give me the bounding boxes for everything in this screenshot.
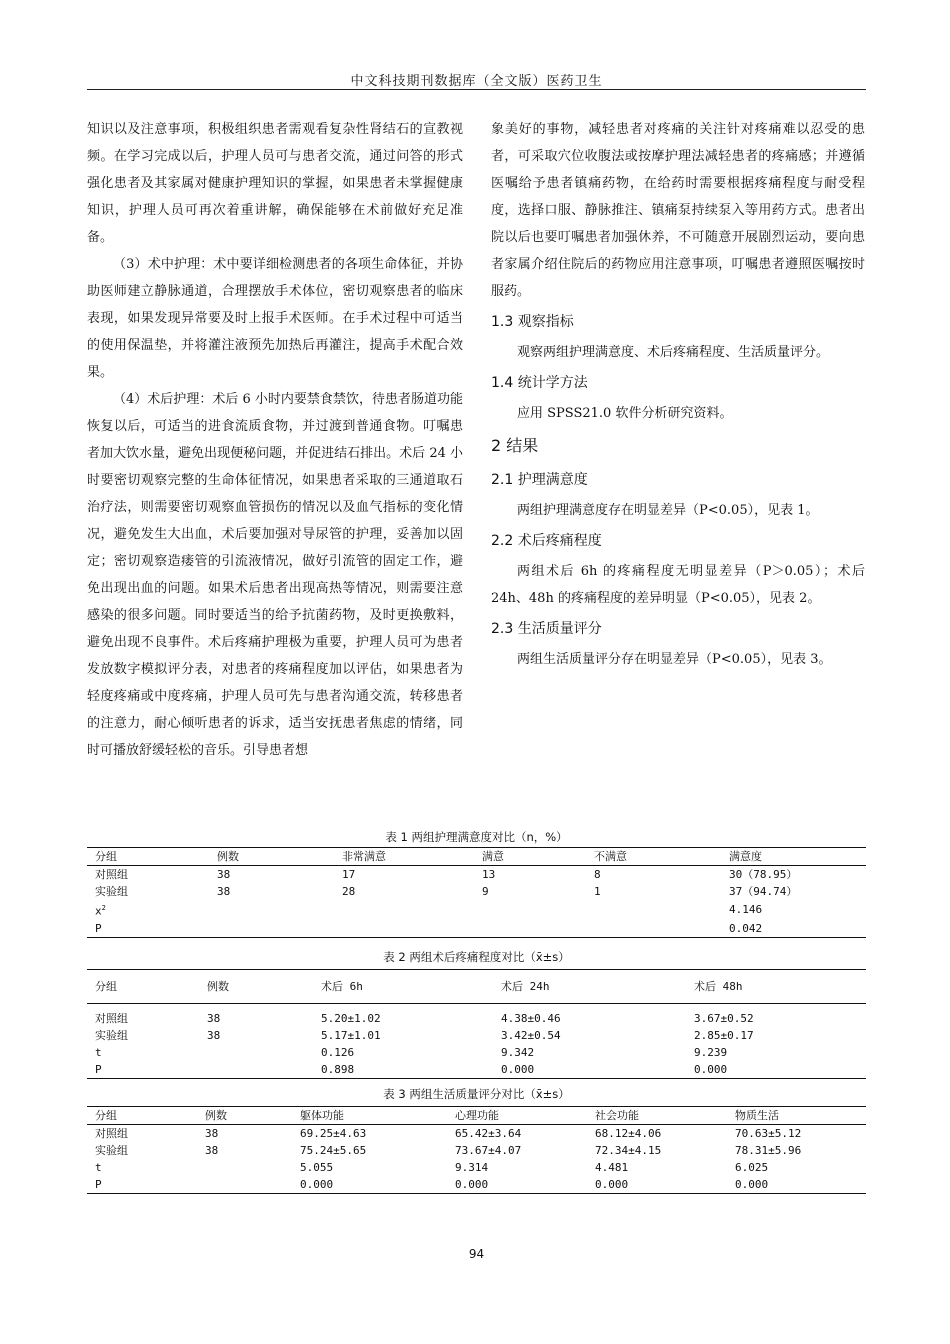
table-row bbox=[87, 1061, 866, 1079]
table-header-cell: 非常满意 bbox=[342, 850, 386, 863]
table-cell bbox=[199, 1061, 313, 1079]
section-heading: 1.3 观察指标 bbox=[491, 314, 574, 330]
table-row bbox=[87, 900, 866, 920]
table-cell: 9.239 bbox=[694, 1046, 728, 1059]
table-cell: 1 bbox=[594, 885, 601, 898]
table-cell: 38 bbox=[207, 1012, 221, 1025]
table-cell: 0.000 bbox=[694, 1063, 728, 1076]
table-cell: 4.38±0.46 bbox=[501, 1012, 561, 1025]
table-cell: 0.000 bbox=[735, 1178, 769, 1191]
page-number: 94 bbox=[468, 1247, 485, 1261]
table-cell: P bbox=[95, 921, 102, 935]
table-cell: t bbox=[95, 1161, 102, 1174]
table-cell: 对照组 bbox=[95, 868, 128, 881]
table-header-cell: 术后 24h bbox=[501, 980, 550, 993]
paragraph: 象美好的事物，减轻患者对疼痛的关注针对疼痛难以忍受的患者，可采取穴位收腹法或按摩护理法减轻患者的疼痛感；并遵循医嘱给予患者镇痛药物，在给药时需要根据疼痛程度与耐受程度，选择口服、静脉推注、镇痛泵持续泵入等用药方式。患者出院以后也要叮嘱患者加强休养，不可随意开展剧烈运动，要向患者家属介绍住院后的药物应用注意事项，叮嘱患者遵照医嘱按时服药。 bbox=[491, 122, 865, 299]
table-cell: 2.85±0.17 bbox=[694, 1029, 754, 1042]
table3 bbox=[87, 1106, 866, 1194]
table-cell: t bbox=[95, 1046, 102, 1059]
right-column bbox=[491, 116, 865, 673]
table-row bbox=[87, 1176, 866, 1194]
table-cell: 17 bbox=[342, 868, 356, 881]
paragraph: 两组护理满意度存在明显差异（P<0.05），见表 1。 bbox=[517, 503, 819, 518]
table-cell: 实验组 bbox=[95, 885, 128, 898]
paragraph: 两组生活质量评分存在明显差异（P<0.05），见表 3。 bbox=[517, 652, 832, 667]
table-header-cell: 例数 bbox=[205, 1109, 227, 1122]
table-cell: 72.34±4.15 bbox=[595, 1144, 662, 1157]
table-cell: 38 bbox=[217, 868, 231, 881]
table-cell: 65.42±3.64 bbox=[455, 1127, 522, 1140]
table-cell: 38 bbox=[205, 1144, 219, 1157]
table-cell: 0.000 bbox=[300, 1178, 334, 1191]
table-cell: 实验组 bbox=[95, 1029, 128, 1042]
table-header-cell: 例数 bbox=[207, 980, 229, 993]
table-cell: 28 bbox=[342, 885, 356, 898]
table-cell: 73.67±4.07 bbox=[455, 1144, 522, 1157]
section-heading: 2.1 护理满意度 bbox=[491, 472, 588, 488]
table-row bbox=[87, 1142, 866, 1159]
table-cell: 实验组 bbox=[95, 1144, 128, 1157]
table-row bbox=[87, 1159, 866, 1176]
table-cell: 6.025 bbox=[735, 1161, 769, 1174]
table-cell: 8 bbox=[594, 868, 601, 881]
table-header-cell: 分组 bbox=[95, 1109, 117, 1122]
table-cell: 0.000 bbox=[595, 1178, 629, 1191]
table-cell: 75.24±5.65 bbox=[300, 1144, 367, 1157]
table-cell: 3.42±0.54 bbox=[501, 1029, 561, 1042]
table-header-cell: 心理功能 bbox=[455, 1109, 499, 1122]
chi-superscript: 2 bbox=[101, 904, 106, 912]
paragraph: 两组术后 6h 的疼痛程度无明显差异（P＞0.05）；术后 24h、48h 的疼痛程度的差异明显（P<0.05），见表 2。 bbox=[491, 564, 865, 606]
table-cell: 4.481 bbox=[595, 1161, 629, 1174]
table-cell: 5.17±1.01 bbox=[321, 1029, 381, 1042]
table-cell: 38 bbox=[205, 1127, 219, 1140]
table-cell: 0.042 bbox=[729, 921, 763, 935]
table-cell bbox=[199, 1044, 313, 1061]
table-header-cell: 社会功能 bbox=[595, 1109, 639, 1122]
paragraph: 知识以及注意事项，积极组织患者需观看复杂性肾结石的宣教视频。在学习完成以后，护理人员可与患者交流，通过问答的形式强化患者及其家属对健康护理知识的掌握，如果患者未掌握健康知识，护理人员可再次着重讲解，确保能够在术前做好充足准备。 bbox=[87, 122, 463, 245]
paragraph: （3）术中护理：术中要详细检测患者的各项生命体征，并协助医师建立静脉通道，合理摆放手术体位，密切观察患者的临床表现，如果发现异常要及时上报手术医师。在手术过程中可适当的使用保温垫，并将灌注液预先加热后再灌注，提高手术配合效果。 bbox=[87, 257, 463, 380]
table-cell: 30（78.95） bbox=[729, 868, 798, 881]
table-cell bbox=[197, 1159, 292, 1176]
table-header-row bbox=[87, 970, 866, 1004]
section-heading: 2 结果 bbox=[491, 436, 539, 455]
table-cell: 13 bbox=[482, 868, 496, 881]
table-header-cell: 术后 6h bbox=[321, 980, 363, 993]
header-rule bbox=[87, 89, 866, 90]
table-cell: 70.63±5.12 bbox=[735, 1127, 802, 1140]
table-cell bbox=[474, 900, 586, 920]
table-cell: 0.000 bbox=[501, 1063, 535, 1076]
table-cell: 37（94.74） bbox=[729, 885, 798, 898]
table-cell: 3.67±0.52 bbox=[694, 1012, 754, 1025]
table-cell bbox=[586, 920, 721, 938]
table-cell: 0.898 bbox=[321, 1063, 355, 1076]
table-header-cell: 满意 bbox=[482, 850, 504, 863]
table-header-cell: 分组 bbox=[95, 980, 117, 993]
table3-title: 表 3 两组生活质量评分对比（x̄±s） bbox=[383, 1087, 570, 1101]
table-cell bbox=[209, 920, 334, 938]
table-cell: 9 bbox=[482, 885, 489, 898]
table-header-row bbox=[87, 1107, 866, 1125]
table-header-cell: 满意度 bbox=[729, 850, 762, 863]
table-row bbox=[87, 883, 866, 900]
section-heading: 2.3 生活质量评分 bbox=[491, 621, 602, 637]
table-cell: 68.12±4.06 bbox=[595, 1127, 662, 1140]
table-cell: P bbox=[95, 1178, 102, 1191]
table-cell: 对照组 bbox=[95, 1127, 128, 1140]
table-cell: 38 bbox=[207, 1029, 221, 1042]
chi-label: x bbox=[95, 904, 102, 918]
table2-title: 表 2 两组术后疼痛程度对比（x̄±s） bbox=[383, 950, 570, 964]
table-cell: 78.31±5.96 bbox=[735, 1144, 802, 1157]
table-cell: 69.25±4.63 bbox=[300, 1127, 367, 1140]
left-column bbox=[87, 116, 463, 764]
journal-header: 中文科技期刊数据库（全文版）医药卫生 bbox=[350, 74, 603, 89]
table1 bbox=[87, 847, 866, 938]
table-row bbox=[87, 1027, 866, 1044]
paragraph: 应用 SPSS21.0 软件分析研究资料。 bbox=[517, 406, 733, 421]
table-row bbox=[87, 1125, 866, 1143]
table-cell bbox=[209, 900, 334, 920]
table-cell: 38 bbox=[217, 885, 231, 898]
table-cell bbox=[334, 920, 474, 938]
paragraph: 观察两组护理满意度、术后疼痛程度、生活质量评分。 bbox=[517, 345, 830, 360]
table-header-cell: 躯体功能 bbox=[300, 1109, 344, 1122]
table-cell: 对照组 bbox=[95, 1012, 128, 1025]
table-row bbox=[87, 920, 866, 938]
section-heading: 2.2 术后疼痛程度 bbox=[491, 533, 602, 549]
table-cell: 0.126 bbox=[321, 1046, 355, 1059]
table-header-cell: 例数 bbox=[217, 850, 239, 863]
table-cell-chi-square bbox=[87, 900, 209, 920]
table-row bbox=[87, 1044, 866, 1061]
table-cell: P bbox=[95, 1063, 102, 1076]
table-cell bbox=[197, 1176, 292, 1194]
table-cell: 5.20±1.02 bbox=[321, 1012, 381, 1025]
table-row bbox=[87, 1004, 866, 1028]
table-header-cell: 不满意 bbox=[594, 850, 627, 863]
table-header-cell: 物质生活 bbox=[735, 1109, 779, 1122]
table-header-row bbox=[87, 848, 866, 866]
section-heading: 1.4 统计学方法 bbox=[491, 375, 588, 391]
table-row bbox=[87, 866, 866, 884]
table-cell bbox=[586, 900, 721, 920]
table-cell bbox=[334, 900, 474, 920]
table2 bbox=[87, 969, 866, 1079]
paragraph: （4）术后护理：术后 6 小时内要禁食禁饮，待患者肠道功能恢复以后，可适当的进食流质食物，并过渡到普通食物。叮嘱患者加大饮水量，避免出现便秘问题，并促进结石排出。术后 24 小时要密切观察完整的生命体征情况，如果患者采取的三通道取石治疗法，则需要密切观察血管损伤的情况以及血气指标的变化情况，避免发生大出血，术后要加强对导尿管的护理，妥善加以固定；密切观察造瘘管的引流液情况，做好引流管的固定工作，避免出现出血的问题。如果术后患者出现高热等情况，则需要注意感染的很多问题。同时要适当的给予抗菌药物，及时更换敷料，避免出现不良事件。术后疼痛护理极为重要，护理人员可为患者发放数字模拟评分表，对患者的疼痛程度加以评估，如果患者为轻度疼痛或中度疼痛，护理人员可先与患者沟通交流，转移患者的注意力，耐心倾听患者的诉求，适当安抚患者焦虑的情绪，同时可播放舒缓轻松的音乐。引导患者想 bbox=[87, 392, 463, 758]
table-cell: 9.342 bbox=[501, 1046, 535, 1059]
table-cell bbox=[474, 920, 586, 938]
table1-title: 表 1 两组护理满意度对比（n，%） bbox=[385, 830, 568, 844]
table-cell: 4.146 bbox=[729, 903, 763, 917]
table-cell: 5.055 bbox=[300, 1161, 334, 1174]
table-cell: 9.314 bbox=[455, 1161, 489, 1174]
table-cell: 0.000 bbox=[455, 1178, 489, 1191]
table-header-cell: 术后 48h bbox=[694, 980, 743, 993]
table-header-cell: 分组 bbox=[95, 850, 117, 863]
